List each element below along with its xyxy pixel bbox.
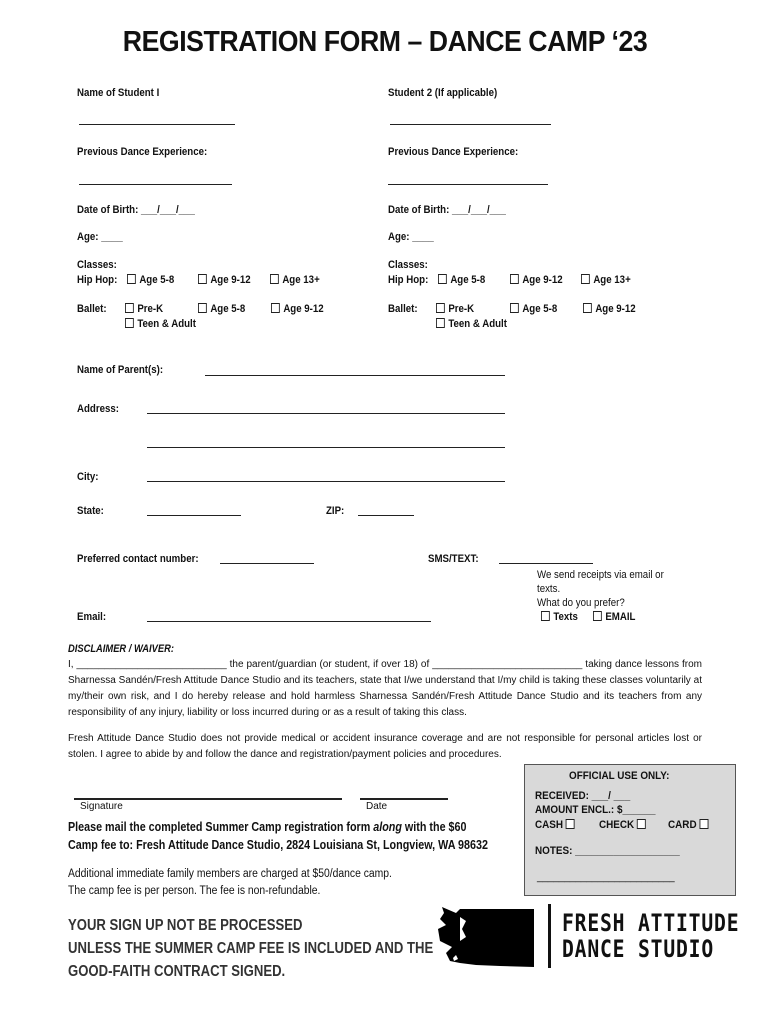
payment-cash-checkbox[interactable]: CASH (535, 819, 578, 831)
disclaimer-heading: DISCLAIMER / WAIVER: (68, 643, 174, 655)
student1-dob-field[interactable]: Date of Birth: ___/___/___ (77, 204, 195, 216)
student1-ballet-label: Ballet: (77, 303, 107, 315)
signature-label: Signature (80, 801, 123, 812)
checkbox-icon (436, 318, 445, 328)
amount-field[interactable]: AMOUNT ENCL.: $______ (535, 804, 656, 816)
camp-fee-note: The camp fee is per person. The fee is non-refundable. (68, 885, 321, 897)
parent-name-label: Name of Parent(s): (77, 364, 164, 376)
student2-name-field[interactable] (390, 124, 551, 125)
student2-hiphop-age13-checkbox[interactable]: Age 13+ (581, 274, 631, 286)
student1-name-label: Name of Student I (77, 87, 160, 99)
student2-experience-label: Previous Dance Experience: (388, 146, 519, 158)
checkbox-icon (198, 274, 207, 284)
student2-ballet-age5-8-checkbox[interactable]: Age 5-8 (510, 303, 557, 315)
checkbox-icon (581, 274, 590, 284)
signature-field[interactable] (74, 798, 342, 800)
contact-number-field[interactable] (220, 563, 314, 564)
student2-hiphop-age9-12-checkbox[interactable]: Age 9-12 (510, 274, 563, 286)
checkbox-icon (436, 303, 445, 313)
student1-ballet-age5-8-checkbox[interactable]: Age 5-8 (198, 303, 245, 315)
receipts-note: We send receipts via email or (537, 569, 664, 581)
state-label: State: (77, 505, 104, 517)
student2-hiphop-age5-8-checkbox[interactable]: Age 5-8 (438, 274, 485, 286)
received-field[interactable]: RECEIVED: ___/ ___ (535, 790, 631, 802)
checkbox-icon (583, 303, 592, 313)
student1-hiphop-age5-8-checkbox[interactable]: Age 5-8 (127, 274, 174, 286)
student1-ballet-age9-12-checkbox[interactable]: Age 9-12 (271, 303, 324, 315)
family-fee-note: Additional immediate family members are charged at $50/dance camp. (68, 868, 392, 880)
student2-dob-field[interactable]: Date of Birth: ___/___/___ (388, 204, 506, 216)
zip-label: ZIP: (326, 505, 345, 517)
student1-experience-label: Previous Dance Experience: (77, 146, 208, 158)
student1-ballet-teen-adult-checkbox[interactable]: Teen & Adult (125, 318, 196, 330)
checkbox-icon (125, 303, 134, 313)
student2-hiphop-label: Hip Hop: (388, 274, 429, 286)
student2-name-label: Student 2 (If applicable) (388, 87, 498, 99)
sms-field[interactable] (499, 563, 593, 564)
student1-classes-label: Classes: (77, 259, 117, 271)
washington-state-icon (436, 903, 536, 969)
warning-line-3: GOOD-FAITH CONTRACT SIGNED. (68, 963, 286, 980)
receipt-texts-checkbox[interactable]: Texts (541, 611, 578, 623)
insurance-paragraph: Fresh Attitude Dance Studio does not provide medical or accident insurance coverage and are not responsible for personal articles lost or stolen. I agree to abide by and follow the dance and registration/payment policies and procedures. (68, 733, 702, 760)
receipt-email-checkbox[interactable]: EMAIL (593, 611, 635, 623)
checkbox-icon (637, 819, 646, 829)
checkbox-icon (699, 819, 708, 829)
student1-hiphop-age13-checkbox[interactable]: Age 13+ (270, 274, 320, 286)
student2-ballet-teen-adult-checkbox[interactable]: Teen & Adult (436, 318, 507, 330)
checkbox-icon (541, 611, 550, 621)
checkbox-icon (127, 274, 136, 284)
checkbox-icon (510, 274, 519, 284)
mail-instructions: Please mail the completed Summer Camp registration form along with the $60 (68, 820, 467, 834)
mail-address: Camp fee to: Fresh Attitude Dance Studio, 2824 Louisiana St, Longview, WA 98632 (68, 838, 488, 852)
student2-age-field[interactable]: Age: ____ (388, 231, 434, 243)
student1-age-field[interactable]: Age: ____ (77, 231, 123, 243)
checkbox-icon (270, 274, 279, 284)
date-label: Date (366, 801, 388, 812)
checkbox-icon (510, 303, 519, 313)
contact-number-label: Preferred contact number: (77, 553, 199, 565)
student1-experience-field[interactable] (79, 184, 232, 185)
parent-name-field[interactable] (205, 375, 505, 376)
student1-ballet-prek-checkbox[interactable]: Pre-K (125, 303, 163, 315)
disclaimer-paragraph: I, ___________________________ the parent/guardian (or student, if over 18) of ___________________________ taking dance lessons from Sharnessa Sandén/Fresh Attitude Dance Studio and its teachers, state that I/we understand that I/my child is taking these classes voluntarily at my/their own risk, and I do hereby release and hold harmless Sharnessa Sandén/Fresh Attitude Dance Studio and its teachers from any responsibility of any injury, liability or loss incurred during or as a result of taking this class. (68, 659, 702, 718)
checkbox-icon (566, 819, 575, 829)
official-use-box (524, 764, 736, 896)
city-field[interactable] (147, 481, 505, 482)
address-label: Address: (77, 403, 119, 415)
checkbox-icon (271, 303, 280, 313)
warning-line-2: UNLESS THE SUMMER CAMP FEE IS INCLUDED AND THE (68, 940, 434, 957)
student2-experience-field[interactable] (388, 184, 548, 185)
receipts-note-2: texts. (537, 583, 561, 595)
address-field-line1[interactable] (147, 413, 505, 414)
logo-line-1: FRESH ATTITUDE (562, 909, 740, 937)
checkbox-icon (593, 611, 602, 621)
student2-ballet-label: Ballet: (388, 303, 418, 315)
notes-field-line2[interactable]: _________________________ (537, 871, 675, 883)
checkbox-icon (198, 303, 207, 313)
state-field[interactable] (147, 515, 241, 516)
zip-field[interactable] (358, 515, 414, 516)
student1-name-field[interactable] (79, 124, 235, 125)
official-heading: OFFICIAL USE ONLY: (569, 770, 670, 782)
receipts-question: What do you prefer? (537, 597, 625, 609)
payment-check-checkbox[interactable]: CHECK (599, 819, 650, 831)
sms-label: SMS/TEXT: (428, 553, 479, 565)
student1-hiphop-age9-12-checkbox[interactable]: Age 9-12 (198, 274, 251, 286)
warning-line-1: YOUR SIGN UP NOT BE PROCESSED (68, 917, 303, 934)
student2-ballet-age9-12-checkbox[interactable]: Age 9-12 (583, 303, 636, 315)
email-field[interactable] (147, 621, 431, 622)
date-field[interactable] (360, 798, 448, 800)
checkbox-icon (438, 274, 447, 284)
payment-card-checkbox[interactable]: CARD (668, 819, 712, 831)
student2-ballet-prek-checkbox[interactable]: Pre-K (436, 303, 474, 315)
checkbox-icon (125, 318, 134, 328)
logo-divider (548, 904, 551, 968)
logo-line-2: DANCE STUDIO (562, 935, 715, 963)
city-label: City: (77, 471, 99, 483)
notes-field[interactable]: NOTES: ___________________ (535, 845, 680, 857)
email-label: Email: (77, 611, 107, 623)
page-title: REGISTRATION FORM – DANCE CAMP ‘23 (122, 26, 648, 58)
address-field-line2[interactable] (147, 447, 505, 448)
student2-classes-label: Classes: (388, 259, 428, 271)
student1-hiphop-label: Hip Hop: (77, 274, 118, 286)
